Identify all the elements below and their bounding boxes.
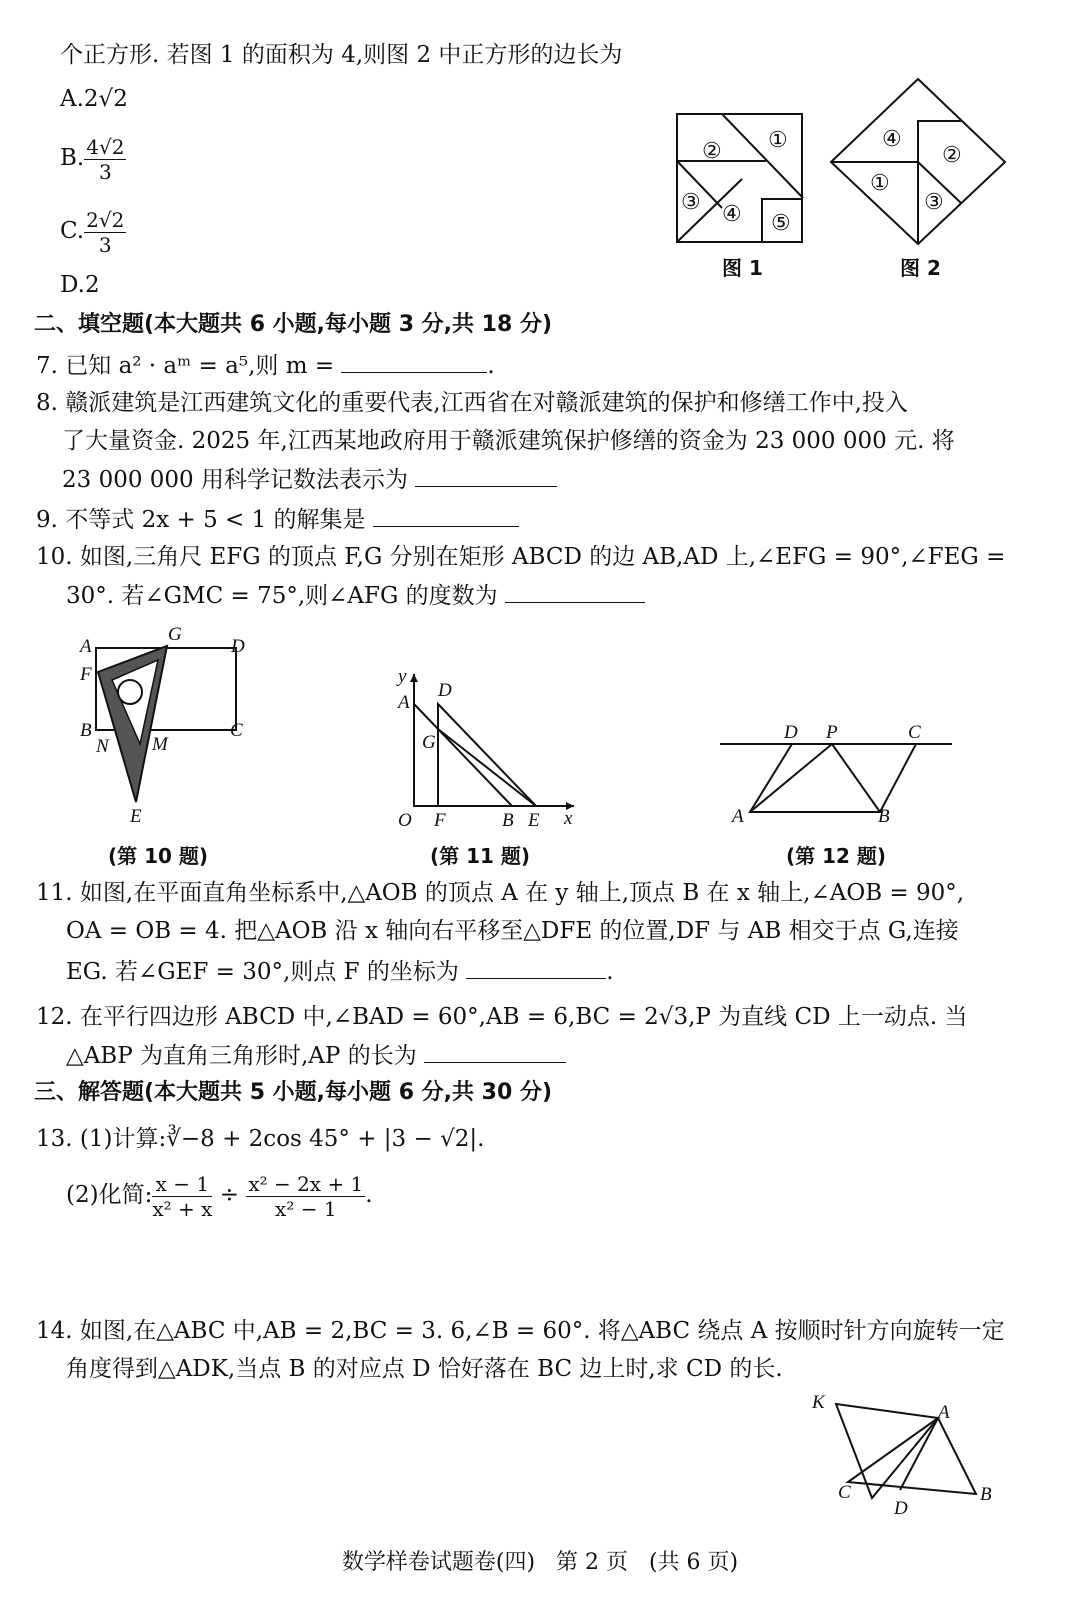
q14-figure <box>808 1390 1008 1520</box>
q6-figure-2 <box>830 78 1006 246</box>
q12-label-B: B <box>878 806 890 827</box>
page-footer: 数学样卷试题卷(四) 第 2 页 (共 6 页) <box>341 1550 739 1575</box>
q6-option-c <box>60 205 126 257</box>
q10-label-N: N <box>96 736 109 757</box>
q6-option-d-label: D. <box>60 272 85 298</box>
q12-caption: (第 12 题) <box>786 844 887 868</box>
q12-label-P: P <box>826 722 838 743</box>
q6-option-b-fraction <box>84 135 126 184</box>
q11-figure <box>388 666 588 836</box>
q6-option-b-label: B. <box>60 145 85 171</box>
q13-part1-prefix: 13. (1)计算: <box>36 1126 167 1152</box>
q14-label-B: B <box>980 1484 992 1505</box>
q11-label-G: G <box>422 732 436 753</box>
q6-figure-1 <box>676 113 804 245</box>
q11-line1: 11. 如图,在平面直角坐标系中,△AOB 的顶点 A 在 y 轴上,顶点 B 在 x 轴上,∠AOB = 90°, <box>36 880 965 906</box>
q12-line2 <box>66 1040 566 1071</box>
q12-label-A: A <box>732 806 744 827</box>
fig1-piece-1: ① <box>768 127 788 152</box>
q10-label-B: B <box>80 720 92 741</box>
q8-line3 <box>62 464 557 495</box>
q11-line3-text: EG. 若∠GEF = 30°,则点 F 的坐标为 <box>66 959 459 985</box>
fig2-piece-1: ① <box>870 170 890 195</box>
q6-option-a <box>60 84 128 114</box>
q11-label-y: y <box>398 666 407 687</box>
q9-text: 9. 不等式 2x + 5 < 1 的解集是 <box>36 507 366 533</box>
q10-label-A: A <box>80 636 92 657</box>
fig1-piece-5: ⑤ <box>771 210 791 235</box>
q13-end: . <box>365 1182 373 1208</box>
q13-part1 <box>36 1124 484 1154</box>
q7-text: 7. 已知 a² · aᵐ = a⁵,则 m = <box>36 353 335 379</box>
q14-label-A: A <box>938 1402 950 1423</box>
q10-line2-text: 30°. 若∠GMC = 75°,则∠AFG 的度数为 <box>66 583 498 609</box>
q9 <box>36 504 519 535</box>
q11-label-F: F <box>434 810 446 831</box>
q8-answer-blank[interactable] <box>415 464 557 487</box>
q12-figure <box>720 720 960 830</box>
q13-frac1-den: x² + x <box>152 1196 213 1221</box>
q6-option-d-value: 2 <box>84 272 100 298</box>
fig2-piece-4: ④ <box>882 126 902 151</box>
q10-figure <box>74 624 274 834</box>
q6-option-a-value: 2√2 <box>83 86 128 112</box>
q10-label-G: G <box>168 624 182 645</box>
q7 <box>36 350 495 381</box>
q12-line1: 12. 在平行四边形 ABCD 中,∠BAD = 60°,AB = 6,BC = 2√3,P 为直线 CD 上一动点. 当 <box>36 1004 968 1030</box>
q9-answer-blank[interactable] <box>373 504 519 527</box>
q8-line2: 了大量资金. 2025 年,江西某地政府用于赣派建筑保护修缮的资金为 23 000 000 元. 将 <box>62 428 955 454</box>
fig2-piece-2: ② <box>942 142 962 167</box>
q8-line1: 8. 赣派建筑是江西建筑文化的重要代表,江西省在对赣派建筑的保护和修缮工作中,投入 <box>36 390 908 416</box>
q6-option-c-label: C. <box>60 218 85 244</box>
q10-line2 <box>66 580 645 611</box>
q13-divide: ÷ <box>219 1182 239 1208</box>
q14-label-D: D <box>894 1498 908 1519</box>
q6-option-a-label: A. <box>60 86 84 112</box>
q7-answer-blank[interactable] <box>341 350 487 373</box>
q11-label-x: x <box>564 808 573 829</box>
q14-line1: 14. 如图,在△ABC 中,AB = 2,BC = 3. 6,∠B = 60°. 将△ABC 绕点 A 按顺时针方向旋转一定 <box>36 1318 1005 1344</box>
fig1-piece-4: ④ <box>722 201 742 226</box>
q10-label-D: D <box>231 636 245 657</box>
q14-line2: 角度得到△ADK,当点 B 的对应点 D 恰好落在 BC 边上时,求 CD 的长. <box>66 1356 783 1382</box>
q11-label-E: E <box>528 810 540 831</box>
q6-option-c-den: 3 <box>98 232 112 257</box>
q11-label-D: D <box>438 680 452 701</box>
q10-label-C: C <box>230 720 243 741</box>
q6-fig2-caption: 图 2 <box>900 256 941 280</box>
q10-label-E: E <box>130 806 142 827</box>
q13-part1-expr: ∛−8 + 2cos 45° + |3 − √2|. <box>166 1126 485 1152</box>
q13-fraction-2 <box>246 1172 365 1221</box>
section3-title: 三、解答题(本大题共 5 小题,每小题 6 分,共 30 分) <box>34 1080 553 1105</box>
q10-caption: (第 10 题) <box>108 844 209 868</box>
q10-answer-blank[interactable] <box>505 580 645 603</box>
q11-label-O: O <box>398 810 412 831</box>
q14-label-C: C <box>838 1482 851 1503</box>
q13-frac2-num: x² − 2x + 1 <box>248 1171 364 1196</box>
fig2-piece-3: ③ <box>924 189 944 214</box>
q6-option-c-num: 2√2 <box>86 207 125 232</box>
q6-fig1-caption: 图 1 <box>722 256 763 280</box>
q11-answer-blank[interactable] <box>466 956 606 979</box>
q6-option-b <box>60 132 126 184</box>
q6-option-b-num: 4√2 <box>86 134 125 159</box>
q6-option-b-den: 3 <box>98 159 112 184</box>
q12-line2-text: △ABP 为直角三角形时,AP 的长为 <box>66 1043 417 1069</box>
q13-part2-prefix: (2)化简: <box>66 1182 153 1208</box>
q6-option-c-fraction <box>84 208 126 257</box>
fig1-piece-3: ③ <box>681 189 701 214</box>
q12-label-D: D <box>784 722 798 743</box>
q10-label-F: F <box>80 664 92 685</box>
q10-label-M: M <box>152 734 168 755</box>
q11-line2: OA = OB = 4. 把△AOB 沿 x 轴向右平移至△DFE 的位置,DF 与 AB 相交于点 G,连接 <box>66 918 959 944</box>
q13-frac2-den: x² − 1 <box>275 1196 337 1221</box>
fig1-piece-2: ② <box>702 138 722 163</box>
q8-line3-text: 23 000 000 用科学记数法表示为 <box>62 467 408 493</box>
q13-part2 <box>66 1168 373 1222</box>
q11-label-A: A <box>398 692 410 713</box>
section2-title: 二、填空题(本大题共 6 小题,每小题 3 分,共 18 分) <box>34 312 553 337</box>
q10-line1: 10. 如图,三角尺 EFG 的顶点 F,G 分别在矩形 ABCD 的边 AB,AD 上,∠EFG = 90°,∠FEG = <box>36 544 1006 570</box>
q11-end: . <box>606 959 614 985</box>
q14-label-K: K <box>812 1392 825 1413</box>
q11-line3 <box>66 956 614 987</box>
q13-fraction-1 <box>152 1172 212 1221</box>
q11-caption: (第 11 题) <box>430 844 531 868</box>
q6-option-d <box>60 270 100 300</box>
q11-label-B: B <box>502 810 514 831</box>
q12-label-C: C <box>908 722 921 743</box>
q6-stem-tail: 个正方形. 若图 1 的面积为 4,则图 2 中正方形的边长为 <box>60 42 623 68</box>
q12-answer-blank[interactable] <box>424 1040 566 1063</box>
q7-end: . <box>487 353 495 379</box>
q13-frac1-num: x − 1 <box>152 1172 212 1197</box>
